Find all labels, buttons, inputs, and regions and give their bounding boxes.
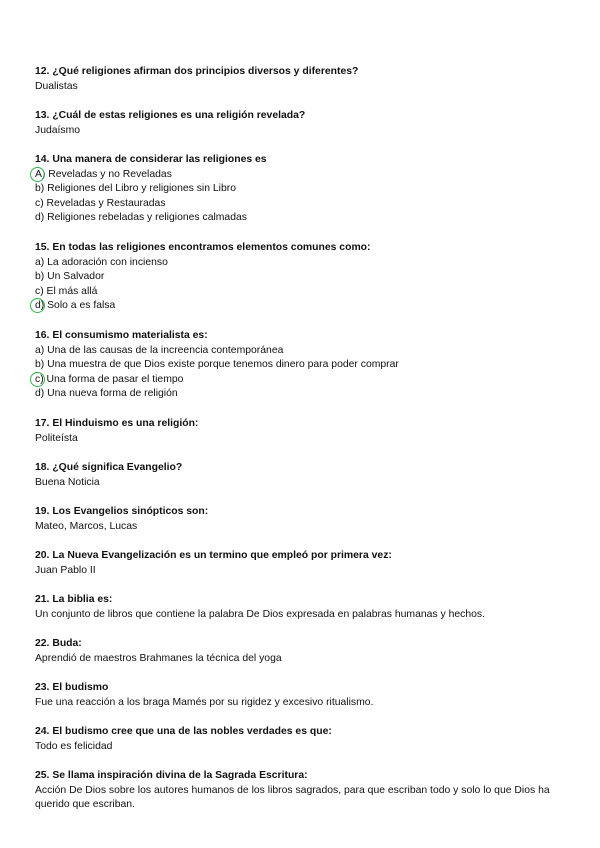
question-21 [35,593,565,622]
option-text: c) Una forma de pasar el tiempo [35,373,184,385]
answer-line: Juan Pablo II [35,564,96,576]
answer-line: Dualistas [35,80,78,92]
question-title: 21. La biblia es: [35,594,113,605]
question-15 [35,241,565,314]
answer-line: Fue una reacción a los braga Mamés por su rigidez y excesivo ritualismo. [35,696,374,708]
question-title: 23. El budismo [35,682,109,693]
option-line [35,373,565,388]
question-title: 12. ¿Qué religiones afirman dos principios diversos y diferentes? [35,66,359,77]
answer-line: Acción De Dios sobre los autores humanos de los libros sagrados, para que escriban todo y solo lo que Dios ha querido que escriban. [35,784,550,811]
question-18 [35,461,565,490]
option-line [35,299,565,314]
answer-line: Un conjunto de libros que contiene la palabra De Dios expresada en palabras humanas y hechos. [35,608,485,620]
question-title: 16. El consumismo materialista es: [35,330,208,341]
option-line: b) Una muestra de que Dios existe porque tenemos dinero para poder comprar [35,359,399,371]
answer-line: Judaísmo [35,124,81,136]
question-title: 22. Buda: [35,638,82,649]
question-title: 19. Los Evangelios sinópticos son: [35,506,209,517]
answer-circle-mark [30,167,45,182]
question-24 [35,725,565,754]
answer-line: Politeísta [35,432,78,444]
question-12 [35,65,565,94]
answer-line: Buena Noticia [35,476,100,488]
question-title: 13. ¿Cuál de estas religiones es una religión revelada? [35,110,306,121]
question-title: 17. El Hinduismo es una religión: [35,418,199,429]
answer-line: Aprendió de maestros Brahmanes la técnica del yoga [35,652,282,664]
answer-line: Mateo, Marcos, Lucas [35,520,138,532]
option-line: b) Un Salvador [35,271,105,283]
option-line: b) Religiones del Libro y religiones sin Libro [35,183,236,195]
option-line: d) Una nueva forma de religión [35,388,178,400]
question-title: 20. La Nueva Evangelización es un termino que empleó por primera vez: [35,550,392,561]
question-title: 15. En todas las religiones encontramos elementos comunes como: [35,242,371,253]
option-line: d) Religiones rebeladas y religiones calmadas [35,212,247,224]
option-text: A) Reveladas y no Reveladas [35,168,172,180]
question-19 [35,505,565,534]
question-17 [35,417,565,446]
answer-line: Todo es felicidad [35,740,113,752]
question-title: 14. Una manera de considerar las religiones es [35,154,267,165]
question-13 [35,109,565,138]
question-title: 24. El budismo cree que una de las nobles verdades es que: [35,726,332,737]
option-text: d) Solo a es falsa [35,300,116,312]
question-title: 25. Se llama inspiración divina de la Sagrada Escritura: [35,770,308,781]
option-line [35,168,565,183]
question-20 [35,549,565,578]
question-23 [35,681,565,710]
answer-circle-mark [30,372,45,387]
option-line: c) El más allá [35,285,98,297]
option-line: c) Reveladas y Restauradas [35,197,166,209]
question-title: 18. ¿Qué significa Evangelio? [35,462,183,473]
question-25 [35,769,565,813]
question-14 [35,153,565,226]
question-22 [35,637,565,666]
option-line: a) La adoración con incienso [35,256,168,268]
option-line: a) Una de las causas de la increencia contemporánea [35,344,284,356]
question-16 [35,329,565,402]
